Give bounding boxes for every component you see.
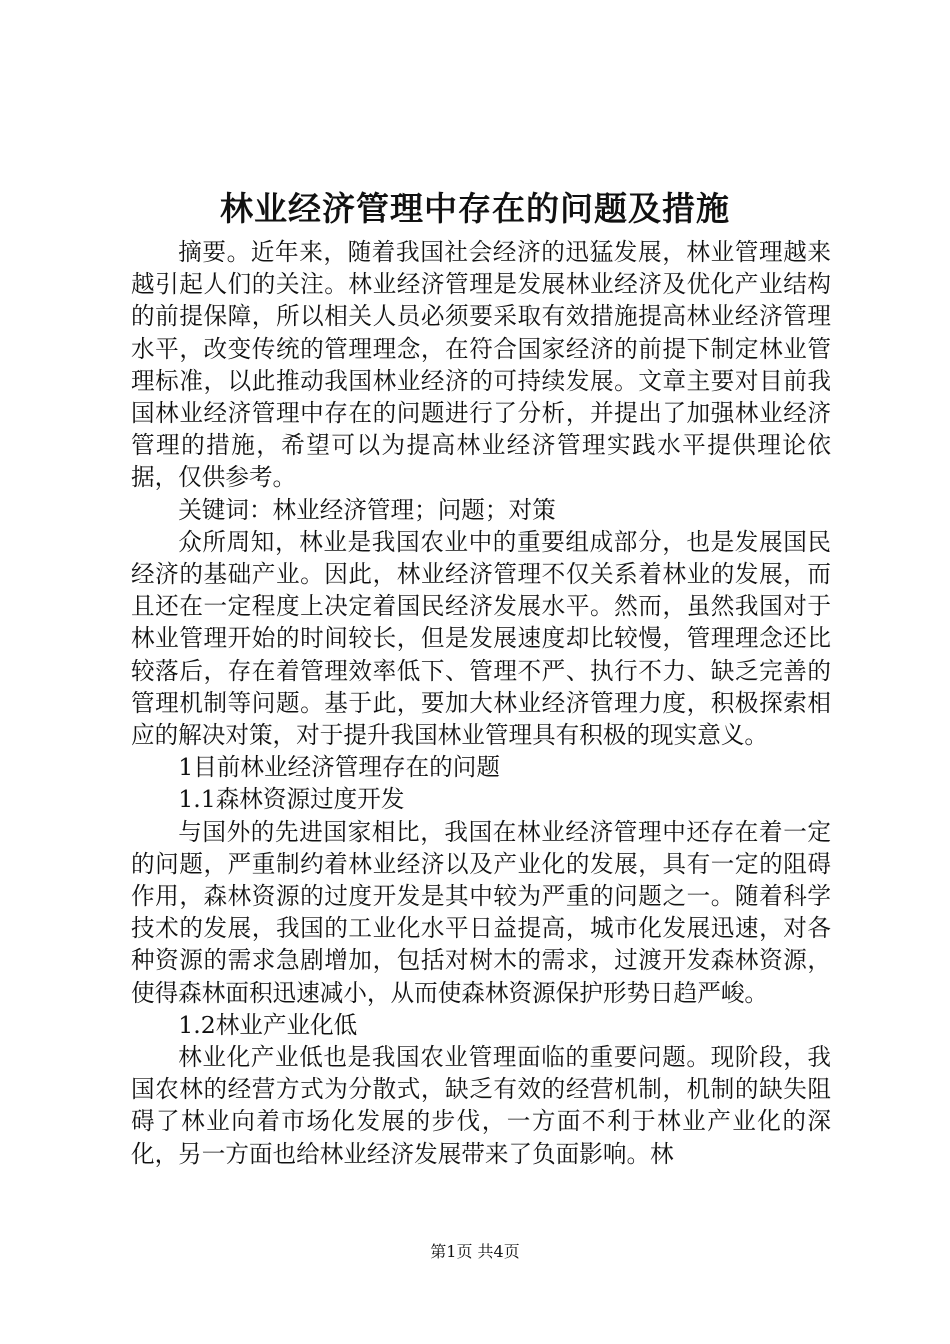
keywords-line: 关键词：林业经济管理；问题；对策 [178, 495, 556, 524]
page-footer: 第1页 共4页 [430, 1242, 520, 1261]
subsection-heading: 1.1森林资源过度开发 [178, 785, 405, 814]
document-title: 林业经济管理中存在的问题及措施 [220, 189, 730, 228]
document-body [131, 236, 831, 1170]
body-paragraph: 与国外的先进国家相比，我国在林业经济管理中还存在着一定的问题，严重制约着林业经济以及产业化的发展，具有一定的阻碍作用，森林资源的过度开发是其中较为严重的问题之一。随着科学技术的发展，我国的工业化水平日益提高，城市化发展迅速，对各种资源的需求急剧增加，包括对树木的需求，过渡开发森林资源，使得森林面积迅速减小，从而使森林资源保护形势日趋严峻。 [131, 817, 831, 1007]
abstract-paragraph: 摘要。近年来，随着我国社会经济的迅猛发展，林业管理越来越引起人们的关注。林业经济管理是发展林业经济及优化产业结构的前提保障，所以相关人员必须要采取有效措施提高林业经济管理水平，改变传统的管理理念，在符合国家经济的前提下制定林业管理标准，以此推动我国林业经济的可持续发展。文章主要对目前我国林业经济管理中存在的问题进行了分析，并提出了加强林业经济管理的措施，希望可以为提高林业经济管理实践水平提供理论依据，仅供参考。 [131, 238, 831, 492]
section-heading: 1目前林业经济管理存在的问题 [178, 753, 500, 782]
intro-paragraph: 众所周知，林业是我国农业中的重要组成部分，也是发展国民经济的基础产业。因此，林业经济管理不仅关系着林业的发展，而且还在一定程度上决定着国民经济发展水平。然而，虽然我国对于林业管理开始的时间较长，但是发展速度却比较慢，管理理念还比较落后，存在着管理效率低下、管理不严、执行不力、缺乏完善的管理机制等问题。基于此，要加大林业经济管理力度，积极探索相应的解决对策，对于提升我国林业管理具有积极的现实意义。 [131, 527, 831, 750]
body-paragraph: 林业化产业低也是我国农业管理面临的重要问题。现阶段，我国农林的经营方式为分散式，缺乏有效的经营机制，机制的缺失阻碍了林业向着市场化发展的步伐，一方面不利于林业产业化的深化，另一方面也给林业经济发展带来了负面影响。林 [131, 1043, 831, 1168]
subsection-heading: 1.2林业产业化低 [178, 1010, 358, 1039]
